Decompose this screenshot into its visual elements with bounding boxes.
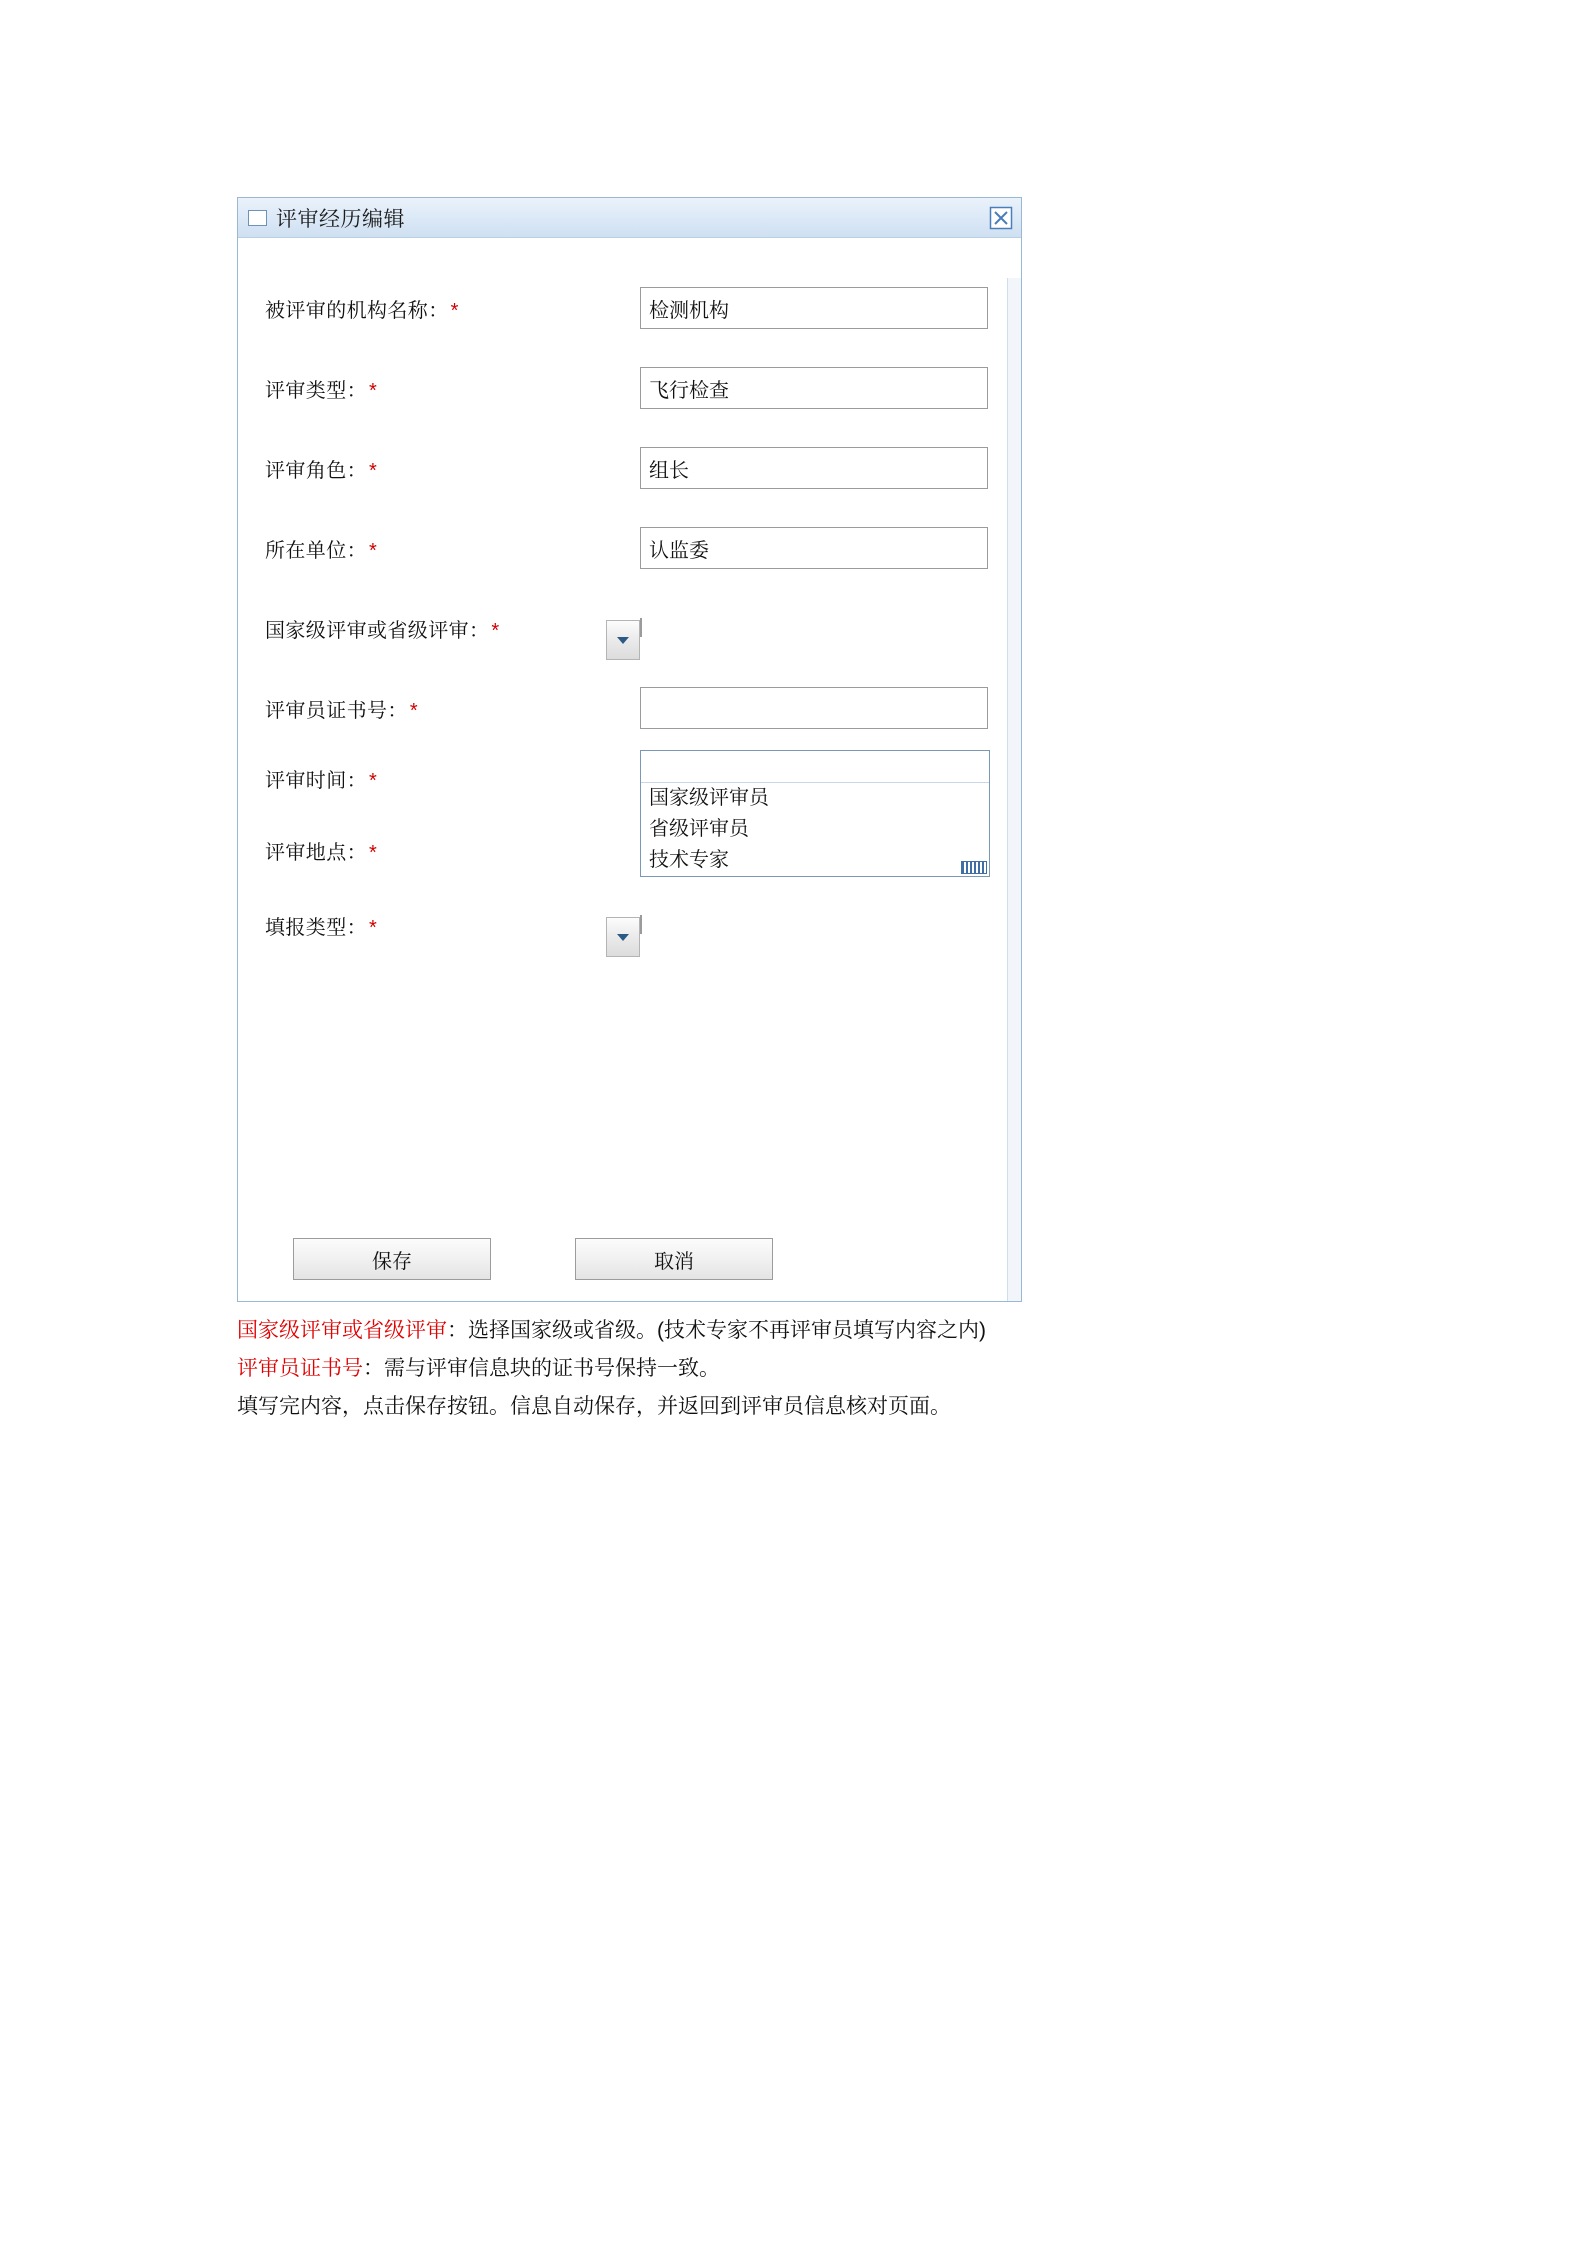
- label-text: 国家级评审或省级评审：: [265, 619, 490, 642]
- label-review-time: [265, 764, 377, 793]
- label-review-place: [265, 836, 377, 865]
- label-text: 填报类型：: [265, 916, 367, 939]
- close-icon[interactable]: [989, 206, 1013, 230]
- form-row-organization: [238, 516, 1021, 580]
- control-organization: [640, 527, 988, 569]
- dialog-titlebar: [238, 198, 1021, 238]
- label-text: 评审类型：: [265, 379, 367, 402]
- note-rest-1: ：选择国家级或省级。(技术专家不再评审员填写内容之内): [447, 1319, 986, 1342]
- required-mark: *: [369, 379, 378, 402]
- label-review-level: [265, 614, 500, 643]
- required-mark: *: [369, 539, 378, 562]
- label-review-type: [265, 374, 377, 403]
- select-review-level[interactable]: [640, 618, 642, 637]
- select-report-type[interactable]: [640, 915, 642, 934]
- form-row-report-type: [238, 893, 1021, 957]
- label-text: 评审时间：: [265, 769, 367, 792]
- chevron-down-icon[interactable]: [606, 620, 640, 660]
- note-key-1: 国家级评审或省级评审: [237, 1319, 447, 1342]
- save-button[interactable]: 保存: [293, 1238, 491, 1280]
- control-review-type: [640, 367, 988, 409]
- label-text: 所在单位：: [265, 539, 367, 562]
- required-mark: *: [409, 699, 418, 722]
- form-row-institution-name: [238, 276, 1021, 340]
- note-line-3: [237, 1388, 1367, 1426]
- input-certificate-no[interactable]: [640, 687, 988, 729]
- input-review-type[interactable]: [640, 367, 988, 409]
- label-report-type: [265, 911, 377, 940]
- input-organization[interactable]: [640, 527, 988, 569]
- input-review-role[interactable]: [640, 447, 988, 489]
- label-certificate-no: [265, 694, 418, 723]
- control-report-type: [640, 916, 988, 934]
- notes-block: [237, 1312, 1367, 1426]
- dropdown-option-expert[interactable]: 技术专家: [649, 849, 729, 871]
- dropdown-option-provincial[interactable]: 省级评审员: [649, 818, 749, 840]
- control-review-level: [640, 619, 988, 637]
- control-certificate-no: [640, 687, 988, 729]
- form-row-certificate-no: [238, 676, 1021, 740]
- window-icon: [248, 210, 267, 226]
- review-level-dropdown[interactable]: [640, 750, 990, 877]
- dropdown-option-blank[interactable]: [641, 751, 989, 782]
- dialog-title: 评审经历编辑: [276, 207, 405, 231]
- cancel-button[interactable]: 取消: [575, 1238, 773, 1280]
- dialog-body: [238, 238, 1021, 1301]
- label-organization: [265, 534, 377, 563]
- required-mark: *: [450, 299, 459, 322]
- note-line-1: [237, 1312, 1367, 1350]
- required-mark: *: [369, 841, 378, 864]
- note-key-2: 评审员证书号: [237, 1357, 363, 1380]
- control-review-role: [640, 447, 988, 489]
- label-institution-name: [265, 294, 459, 323]
- chevron-down-icon[interactable]: [606, 917, 640, 957]
- note-rest-2: ：需与评审信息块的证书号保持一致。: [363, 1357, 720, 1380]
- note-line-2: [237, 1350, 1367, 1388]
- label-review-role: [265, 454, 377, 483]
- note-rest-3: 填写完内容，点击保存按钮。信息自动保存，并返回到评审员信息核对页面。: [237, 1395, 951, 1418]
- required-mark: *: [369, 769, 378, 792]
- input-institution-name[interactable]: [640, 287, 988, 329]
- form-row-review-level: [238, 596, 1021, 660]
- required-mark: *: [369, 916, 378, 939]
- required-mark: *: [369, 459, 378, 482]
- form-row-review-type: [238, 356, 1021, 420]
- resize-handle[interactable]: [961, 861, 987, 874]
- review-experience-edit-dialog: [237, 197, 1022, 1302]
- label-text: 被评审的机构名称：: [265, 299, 449, 322]
- label-text: 评审员证书号：: [265, 699, 408, 722]
- label-text: 评审角色：: [265, 459, 367, 482]
- label-text: 评审地点：: [265, 841, 367, 864]
- dropdown-option-national[interactable]: 国家级评审员: [649, 787, 769, 809]
- required-mark: *: [491, 619, 500, 642]
- control-institution-name: [640, 287, 988, 329]
- form-row-review-role: [238, 436, 1021, 500]
